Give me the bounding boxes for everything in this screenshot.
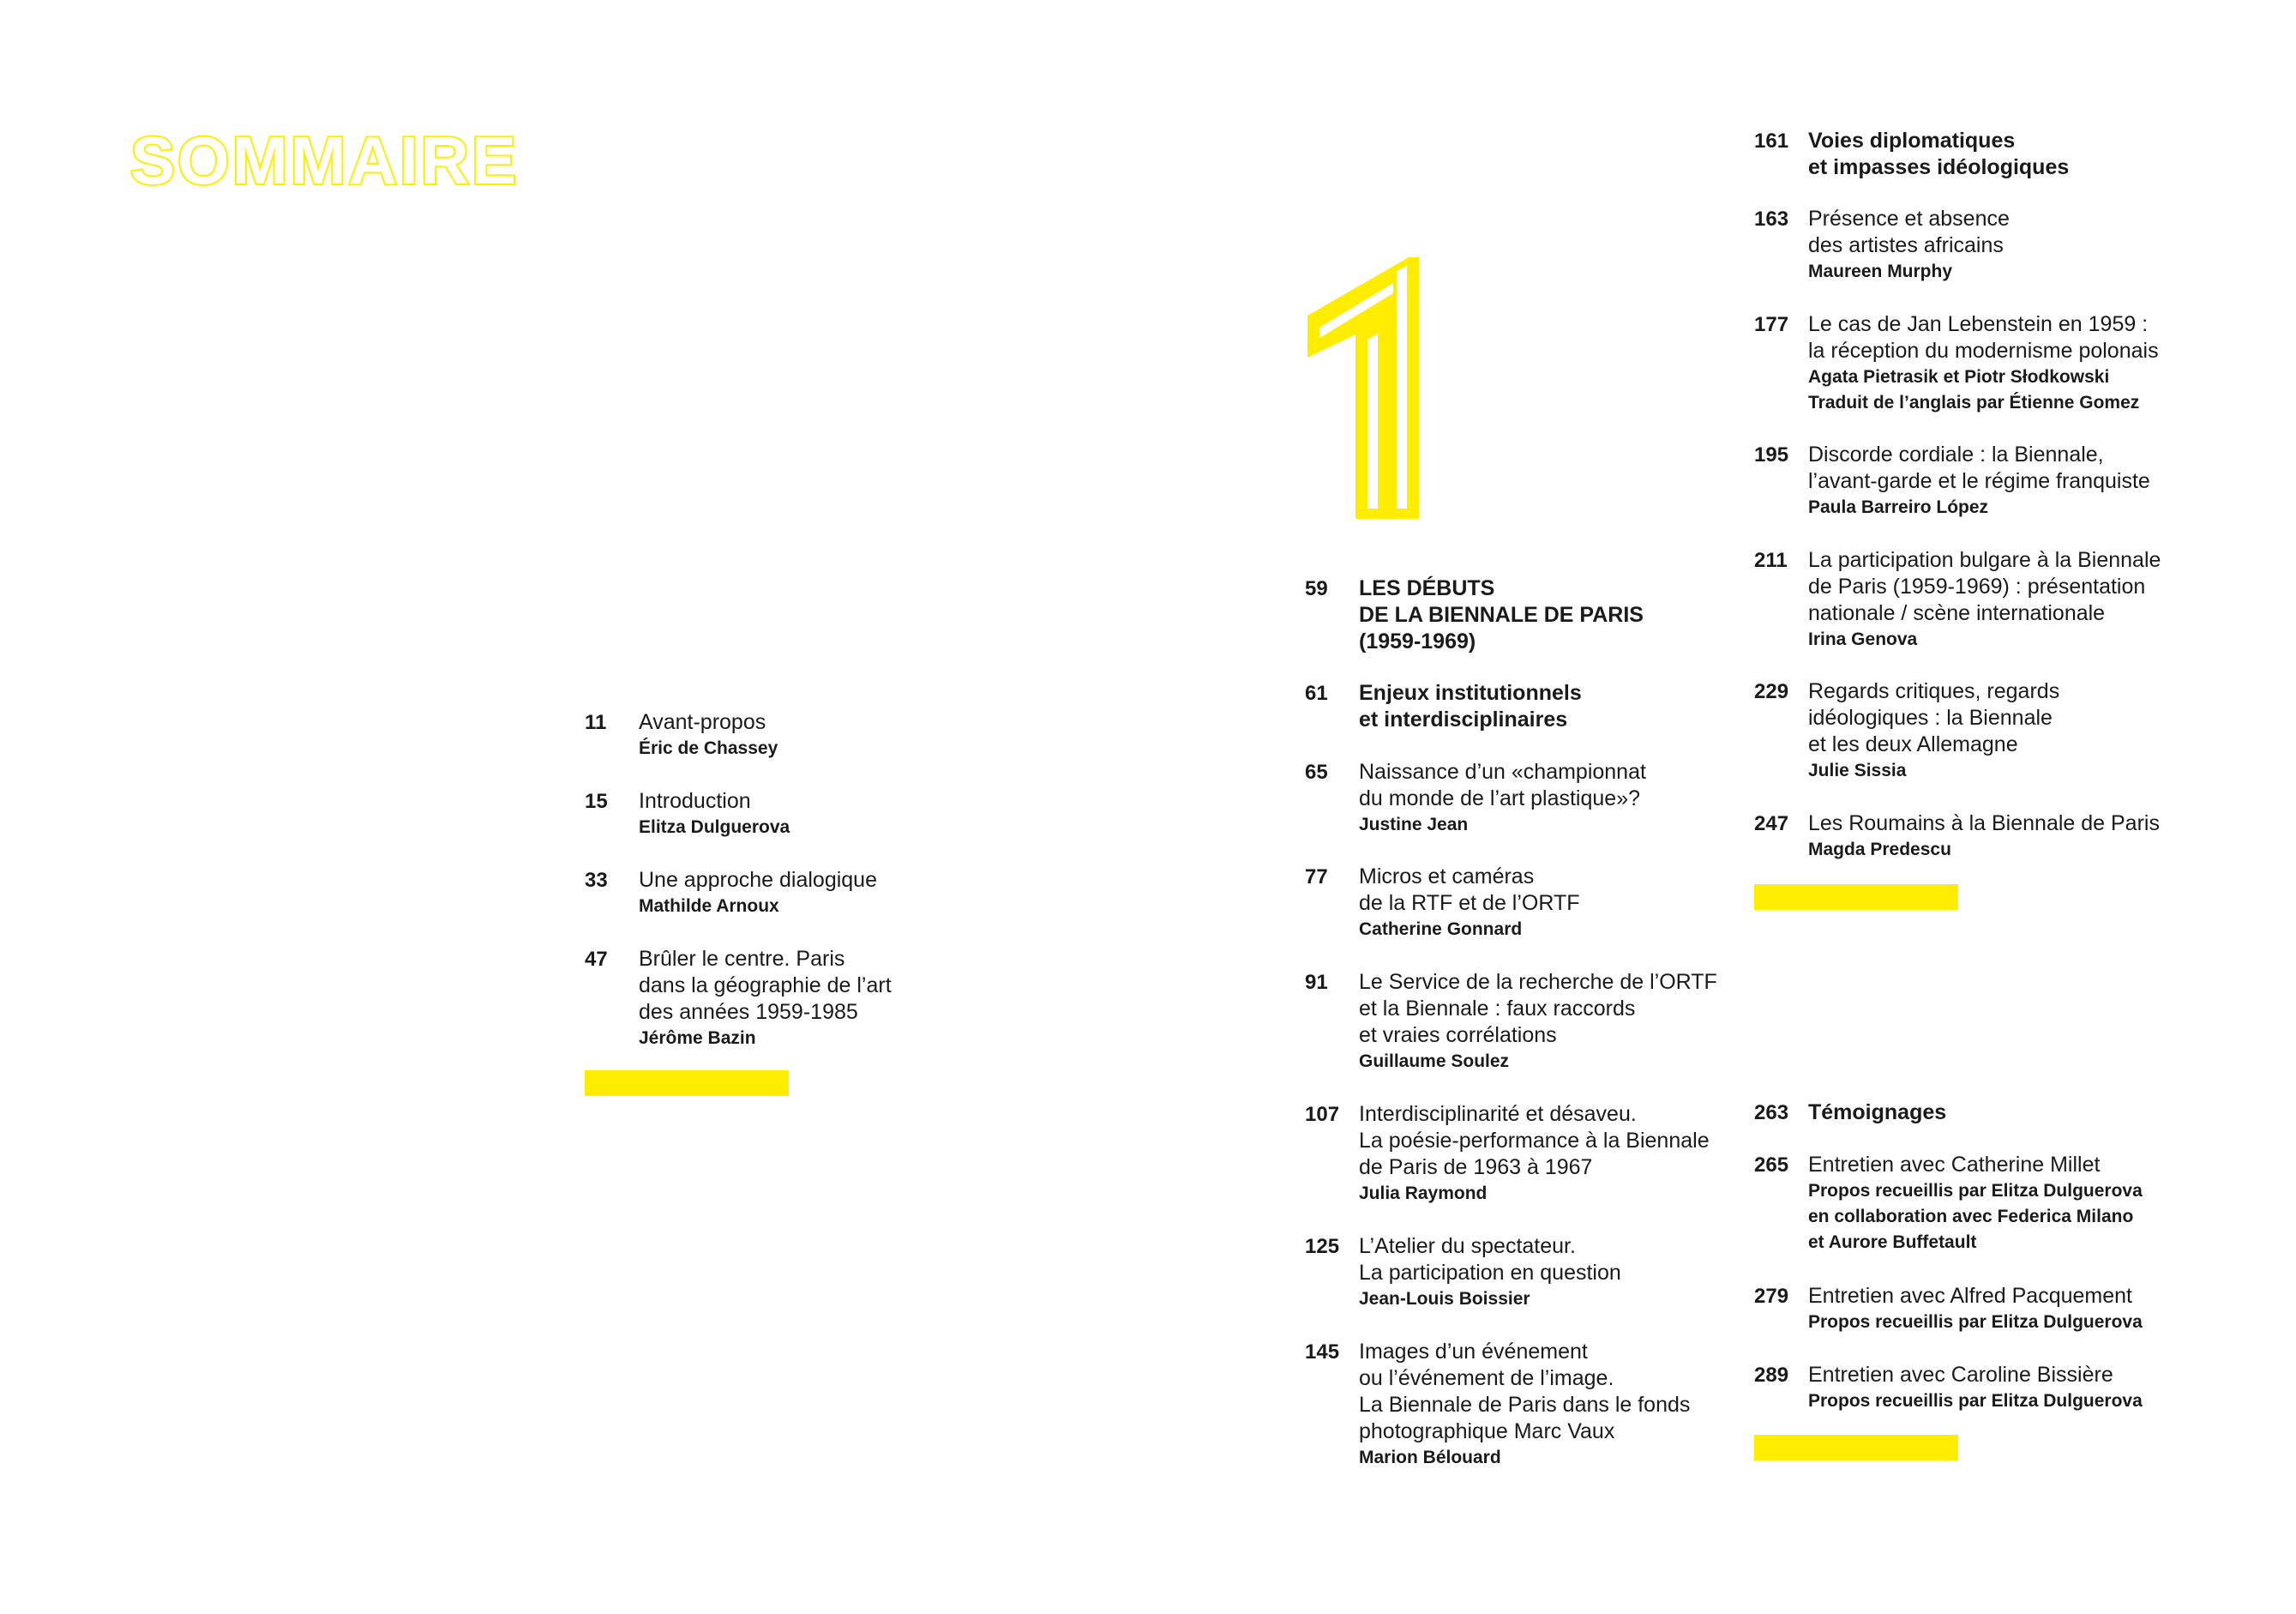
toc-entry bbox=[1754, 810, 2288, 863]
toc-entry bbox=[1305, 1101, 1805, 1207]
page-number: 161 bbox=[1754, 129, 1789, 153]
entry-author: Agata Pietrasik et Piotr Słodkowski Traduit de l’anglais par Étienne Gomez bbox=[1808, 367, 2140, 413]
entry-author: Julie Sissia bbox=[1808, 761, 1907, 780]
entry-title: Une approche dialogique bbox=[639, 868, 877, 892]
entry-author: Magda Predescu bbox=[1808, 840, 1951, 859]
page-number: 65 bbox=[1305, 761, 1328, 784]
page-number: 163 bbox=[1754, 208, 1789, 231]
toc-entry bbox=[1754, 678, 2288, 784]
entry-title: Enjeux institutionnels et interdisciplinaires bbox=[1359, 681, 1582, 732]
entry-title: L’Atelier du spectateur. La participation en question bbox=[1359, 1234, 1621, 1285]
entry-title: LES DÉBUTS DE LA BIENNALE DE PARIS (1959-1969) bbox=[1359, 576, 1644, 653]
toc-entry bbox=[1754, 128, 2288, 181]
page-number: 195 bbox=[1754, 443, 1789, 467]
accent-bar bbox=[1754, 1435, 1958, 1460]
entry-title: Le cas de Jan Lebenstein en 1959 : la réception du modernisme polonais bbox=[1808, 312, 2159, 363]
entry-author: Marion Bélouard bbox=[1359, 1448, 1501, 1467]
entry-title: Regards critiques, regards idéologiques : la Biennale et les deux Allemagne bbox=[1808, 679, 2060, 756]
entry-title: Entretien avec Alfred Pacquement bbox=[1808, 1284, 2133, 1308]
toc-entry bbox=[1754, 1283, 2288, 1335]
entry-author: Mathilde Arnoux bbox=[639, 896, 779, 916]
entry-title: Entretien avec Catherine Millet bbox=[1808, 1153, 2101, 1177]
page-number: 211 bbox=[1754, 549, 1788, 572]
entry-title: Interdisciplinarité et désaveu. La poésie-performance à la Biennale de Paris de 1963 à 1967 bbox=[1359, 1102, 1710, 1179]
accent-bar bbox=[1754, 884, 1958, 910]
entry-title: Témoignages bbox=[1808, 1100, 1947, 1124]
page-number: 15 bbox=[585, 790, 608, 813]
page-number: 145 bbox=[1305, 1340, 1340, 1364]
page-number: 265 bbox=[1754, 1153, 1789, 1177]
toc-entry bbox=[1305, 680, 1805, 733]
page-number: 91 bbox=[1305, 971, 1328, 994]
page-number: 247 bbox=[1754, 812, 1789, 835]
toc-entry bbox=[1754, 311, 2288, 416]
entry-title: La participation bulgare à la Biennale de Paris (1959-1969) : présentation nationale / scène internationale bbox=[1808, 548, 2161, 625]
toc-entry bbox=[1305, 864, 1805, 943]
entry-title: Voies diplomatiques et impasses idéologiques bbox=[1808, 129, 2070, 179]
entry-author: Guillaume Soulez bbox=[1359, 1051, 1510, 1071]
entry-author: Elitza Dulguerova bbox=[639, 817, 790, 837]
entry-title: Entretien avec Caroline Bissière bbox=[1808, 1363, 2113, 1387]
toc-entry bbox=[1754, 547, 2288, 653]
entry-title: Le Service de la recherche de l’ORTF et la Biennale : faux raccords et vraies corrélations bbox=[1359, 970, 1717, 1047]
entry-title: Présence et absence des artistes africains bbox=[1808, 207, 2010, 257]
toc-entry bbox=[1754, 1152, 2288, 1256]
entry-title: Introduction bbox=[639, 789, 751, 813]
page-number: 33 bbox=[585, 869, 608, 892]
page-number: 61 bbox=[1305, 682, 1328, 705]
entry-author: Maureen Murphy bbox=[1808, 262, 1953, 281]
entry-title: Avant-propos bbox=[639, 710, 766, 734]
section-number-one bbox=[1307, 257, 1419, 523]
entry-title: Images d’un événement ou l’événement de l’image. La Biennale de Paris dans le fonds photographique Marc Vaux bbox=[1359, 1340, 1691, 1443]
page-number: 289 bbox=[1754, 1364, 1789, 1387]
page-number: 107 bbox=[1305, 1103, 1340, 1126]
toc-entry bbox=[1305, 575, 1805, 655]
page-number: 263 bbox=[1754, 1101, 1789, 1124]
toc-entry bbox=[1754, 1099, 2288, 1126]
page-number: 177 bbox=[1754, 313, 1789, 336]
entry-author: Paula Barreiro López bbox=[1808, 497, 1989, 517]
toc-entry bbox=[1754, 1362, 2288, 1414]
entry-author: Jérôme Bazin bbox=[639, 1028, 756, 1048]
page-number: 59 bbox=[1305, 577, 1328, 600]
entry-author: Irina Genova bbox=[1808, 629, 1918, 649]
entry-author: Catherine Gonnard bbox=[1359, 919, 1523, 939]
entry-title: Naissance d’un «championnat du monde de l’art plastique»? bbox=[1359, 760, 1646, 810]
toc-entry bbox=[1305, 1233, 1805, 1312]
toc-entry bbox=[585, 867, 982, 919]
toc-entry bbox=[585, 788, 982, 840]
toc-entry bbox=[1305, 969, 1805, 1075]
page-number: 279 bbox=[1754, 1285, 1789, 1308]
entry-author: Justine Jean bbox=[1359, 815, 1469, 834]
toc-entry bbox=[585, 946, 982, 1051]
page-number: 77 bbox=[1305, 865, 1328, 888]
entry-author: Propos recueillis par Elitza Dulguerova bbox=[1808, 1391, 2143, 1411]
toc-entry bbox=[1305, 759, 1805, 838]
entry-title: Micros et caméras de la RTF et de l’ORTF bbox=[1359, 864, 1580, 915]
toc-entry bbox=[1754, 442, 2288, 521]
entry-title: Discorde cordiale : la Biennale, l’avant-garde et le régime franquiste bbox=[1808, 443, 2150, 493]
entry-author: Julia Raymond bbox=[1359, 1183, 1488, 1203]
page-title: SOMMAIRE bbox=[130, 123, 519, 198]
toc-entry bbox=[585, 709, 982, 762]
entry-author: Jean-Louis Boissier bbox=[1359, 1289, 1530, 1309]
accent-bar bbox=[585, 1070, 789, 1096]
page-number: 125 bbox=[1305, 1235, 1340, 1258]
entry-author: Propos recueillis par Elitza Dulguerova en collaboration avec Federica Milano et Aurore Buffetault bbox=[1808, 1181, 2143, 1252]
page-number: 229 bbox=[1754, 680, 1789, 703]
entry-author: Éric de Chassey bbox=[639, 738, 778, 758]
entry-title: Les Roumains à la Biennale de Paris bbox=[1808, 811, 2160, 835]
toc-entry bbox=[1754, 206, 2288, 285]
toc-entry bbox=[1305, 1339, 1805, 1471]
entry-author: Propos recueillis par Elitza Dulguerova bbox=[1808, 1312, 2143, 1332]
page-number: 47 bbox=[585, 948, 608, 971]
page-number: 11 bbox=[585, 711, 607, 734]
entry-title: Brûler le centre. Paris dans la géographie de l’art des années 1959-1985 bbox=[639, 947, 892, 1024]
